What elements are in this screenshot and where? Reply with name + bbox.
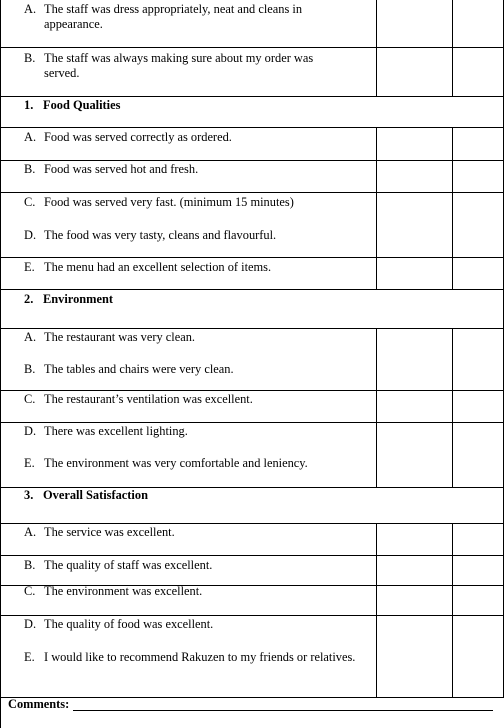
item-text: The environment was excellent. xyxy=(44,584,203,598)
item-letter: C. xyxy=(24,392,36,406)
rating-col-divider xyxy=(376,127,377,289)
section-title-text: Overall Satisfaction xyxy=(43,488,148,502)
item-text-line: appearance. xyxy=(44,17,103,31)
item-letter: E. xyxy=(24,650,35,664)
item-letter: B. xyxy=(24,162,36,176)
section-number: 2. xyxy=(24,292,34,306)
item-letter: D. xyxy=(24,424,37,438)
item-letter: B. xyxy=(24,558,36,572)
item-text: The quality of food was excellent. xyxy=(44,617,214,631)
item-letter: C. xyxy=(24,195,36,209)
item-letter: A. xyxy=(24,525,37,539)
rating-col-divider xyxy=(452,328,453,487)
item-letter: E. xyxy=(24,456,35,470)
item-text: I would like to recommend Rakuzen to my friends or relatives. xyxy=(44,650,356,664)
item-letter: D. xyxy=(24,617,37,631)
item-letter: E. xyxy=(24,260,35,274)
item-text: The service was excellent. xyxy=(44,525,175,539)
item-letter: B. xyxy=(24,362,36,376)
item-text-line: The staff was dress appropriately, neat and cleans in xyxy=(44,2,303,16)
item-text: The quality of staff was excellent. xyxy=(44,558,213,572)
item-text: Food was served very fast. (minimum 15 minutes) xyxy=(44,195,294,209)
rating-col-divider xyxy=(452,0,453,96)
section-title xyxy=(24,488,148,503)
rating-col-divider xyxy=(452,523,453,697)
section-title-text: Environment xyxy=(43,292,113,306)
item-letter: A. xyxy=(24,330,37,344)
rating-col-divider xyxy=(376,523,377,697)
section-title xyxy=(24,292,113,307)
rating-col-divider xyxy=(376,328,377,487)
item-letter: C. xyxy=(24,584,36,598)
item-text xyxy=(44,51,370,81)
item-text xyxy=(44,2,370,32)
item-text: Food was served correctly as ordered. xyxy=(44,130,232,144)
item-letter: A. xyxy=(24,130,37,144)
section-number: 1. xyxy=(24,98,34,112)
item-letter: D. xyxy=(24,228,37,242)
item-text-line: The staff was always making sure about my order was xyxy=(44,51,314,65)
comments-line[interactable] xyxy=(73,710,493,711)
item-text: The restaurant was very clean. xyxy=(44,330,196,344)
item-text: Food was served hot and fresh. xyxy=(44,162,199,176)
rating-col-divider xyxy=(376,0,377,96)
table-border-left xyxy=(0,0,1,728)
section-title-text: Food Qualities xyxy=(43,98,121,112)
item-text: The environment was very comfortable and leniency. xyxy=(44,456,308,470)
item-text: The menu had an excellent selection of items. xyxy=(44,260,272,274)
item-text: There was excellent lighting. xyxy=(44,424,188,438)
item-text-line: served. xyxy=(44,66,80,80)
item-letter: B. xyxy=(24,51,36,65)
section-number: 3. xyxy=(24,488,34,502)
rating-col-divider xyxy=(452,127,453,289)
comments-label: Comments: xyxy=(8,697,70,711)
item-letter: A. xyxy=(24,2,37,16)
item-text: The tables and chairs were very clean. xyxy=(44,362,234,376)
item-text: The food was very tasty, cleans and flavourful. xyxy=(44,228,277,242)
item-text: The restaurant’s ventilation was excellent. xyxy=(44,392,253,406)
section-title xyxy=(24,98,120,113)
